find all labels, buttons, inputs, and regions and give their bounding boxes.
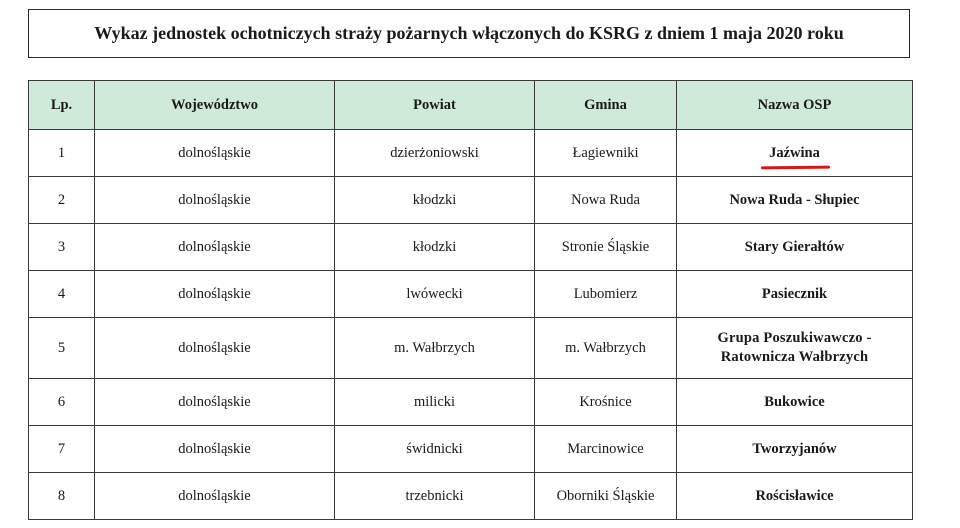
cell-gmina: Krośnice (535, 379, 677, 426)
cell-osp: Nowa Ruda - Słupiec (677, 177, 913, 224)
highlighted-osp (769, 145, 820, 162)
cell-wojewodztwo: dolnośląskie (95, 271, 335, 318)
cell-lp: 5 (29, 318, 95, 379)
table-row (29, 379, 913, 426)
cell-lp: 6 (29, 379, 95, 426)
cell-osp: Rościsławice (677, 473, 913, 520)
table-row (29, 130, 913, 177)
header-gmina: Gmina (535, 81, 677, 130)
cell-lp: 3 (29, 224, 95, 271)
cell-powiat: milicki (335, 379, 535, 426)
cell-osp: Grupa Poszukiwawczo - Ratownicza Wałbrzych (677, 318, 913, 379)
table-row (29, 426, 913, 473)
cell-wojewodztwo: dolnośląskie (95, 473, 335, 520)
header-powiat: Powiat (335, 81, 535, 130)
cell-gmina: Łagiewniki (535, 130, 677, 177)
cell-powiat: kłodzki (335, 224, 535, 271)
cell-gmina: Lubomierz (535, 271, 677, 318)
cell-osp: Pasiecznik (677, 271, 913, 318)
cell-gmina: Oborniki Śląskie (535, 473, 677, 520)
cell-osp: Tworzyjanów (677, 426, 913, 473)
cell-powiat: trzebnicki (335, 473, 535, 520)
cell-osp: Bukowice (677, 379, 913, 426)
table-row (29, 224, 913, 271)
cell-wojewodztwo: dolnośląskie (95, 426, 335, 473)
cell-wojewodztwo: dolnośląskie (95, 130, 335, 177)
table-row (29, 473, 913, 520)
cell-gmina: Nowa Ruda (535, 177, 677, 224)
header-wojewodztwo: Województwo (95, 81, 335, 130)
header-nazwa-osp: Nazwa OSP (677, 81, 913, 130)
cell-lp: 8 (29, 473, 95, 520)
cell-powiat: świdnicki (335, 426, 535, 473)
cell-powiat: m. Wałbrzych (335, 318, 535, 379)
table-row (29, 271, 913, 318)
osp-table (28, 80, 913, 520)
cell-powiat: kłodzki (335, 177, 535, 224)
cell-powiat: lwówecki (335, 271, 535, 318)
cell-gmina: Marcinowice (535, 426, 677, 473)
cell-gmina: Stronie Śląskie (535, 224, 677, 271)
table-row (29, 177, 913, 224)
cell-wojewodztwo: dolnośląskie (95, 318, 335, 379)
cell-lp: 1 (29, 130, 95, 177)
cell-wojewodztwo: dolnośląskie (95, 379, 335, 426)
cell-lp: 7 (29, 426, 95, 473)
cell-powiat: dzierżoniowski (335, 130, 535, 177)
cell-osp: Stary Gierałtów (677, 224, 913, 271)
red-underline-mark (761, 165, 830, 169)
cell-gmina: m. Wałbrzych (535, 318, 677, 379)
cell-osp-text: Jaźwina (769, 144, 820, 161)
cell-wojewodztwo: dolnośląskie (95, 224, 335, 271)
cell-lp: 2 (29, 177, 95, 224)
cell-lp: 4 (29, 271, 95, 318)
header-lp: Lp. (29, 81, 95, 130)
cell-wojewodztwo: dolnośląskie (95, 177, 335, 224)
document-title (28, 9, 910, 58)
table-header-row (29, 81, 913, 130)
table-row (29, 318, 913, 379)
cell-osp (677, 130, 913, 177)
document-title-text: Wykaz jednostek ochotniczych straży pożarnych włączonych do KSRG z dniem 1 maja 2020 roku (94, 23, 844, 43)
